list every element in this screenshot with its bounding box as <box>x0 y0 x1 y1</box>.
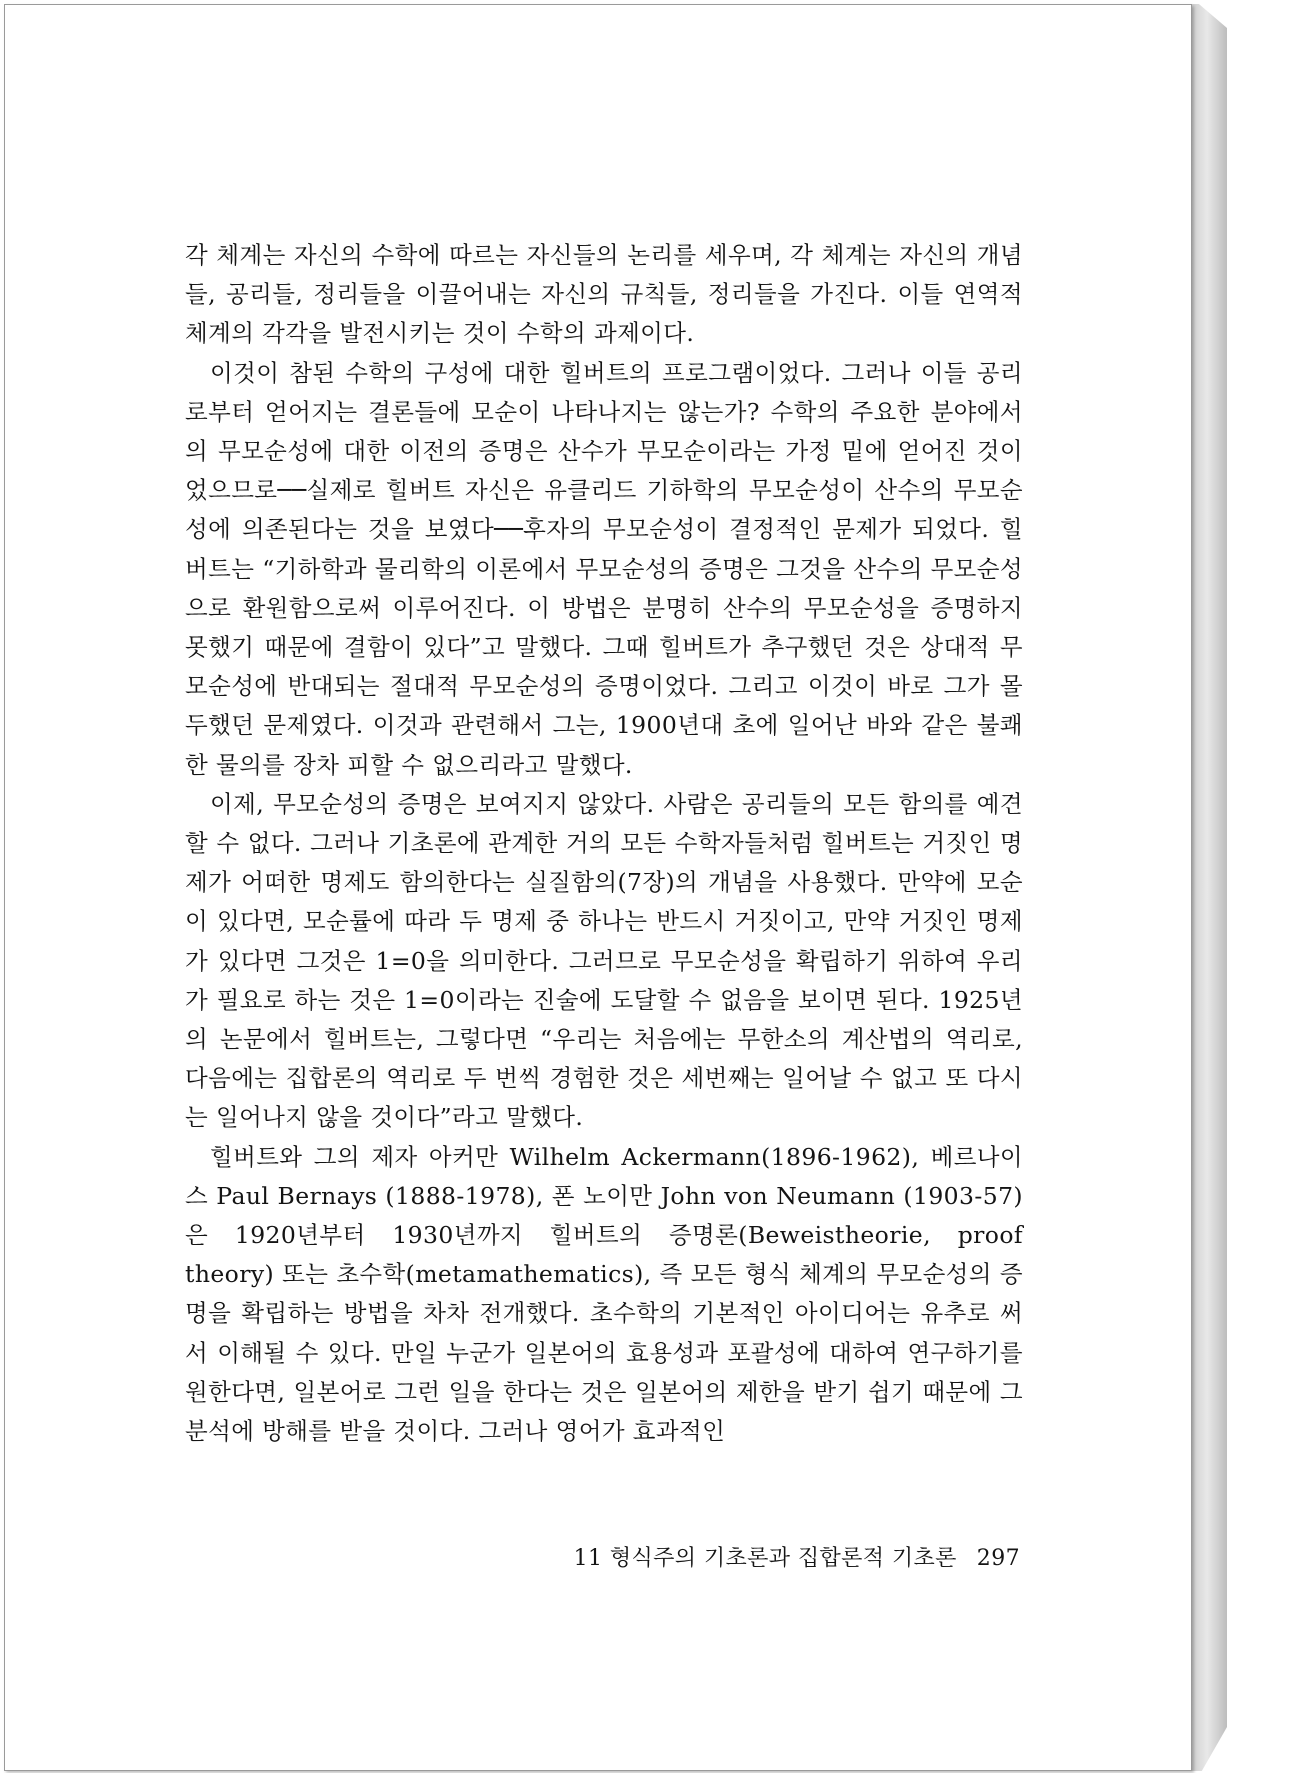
paragraph-3: 이제, 무모순성의 증명은 보여지지 않았다. 사람은 공리들의 모든 함의를 예견할 수 없다. 그러나 기초론에 관계한 거의 모든 수학자들처럼 힐버트는 거짓인 명제가 어떠한 명제도 함의한다는 실질함의(7장)의 개념을 사용했다. 만약에 모순이 있다면, 모순률에 따라 두 명제 중 하나는 반드시 거짓이고, 만약 거짓인 명제가 있다면 그것은 1=0을 의미한다. 그러므로 무모순성을 확립하기 위하여 우리가 필요로 하는 것은 1=0이라는 진술에 도달할 수 없음을 보이면 된다. 1925년의 논문에서 힐버트는, 그렇다면 “우리는 처음에는 무한소의 계산법의 역리로, 다음에는 집합론의 역리로 두 번씩 경험한 것은 세번째는 일어날 수 없고 또 다시는 일어나지 않을 것이다”라고 말했다. <box>185 789 1023 1132</box>
page-footer <box>500 1541 1020 1572</box>
paragraph-2: 이것이 참된 수학의 구성에 대한 힐버트의 프로그램이었다. 그러나 이들 공리로부터 얻어지는 결론들에 모순이 나타나지는 않는가? 수학의 주요한 분야에서의 무모순성에 대한 이전의 증명은 산수가 무모순이라는 가정 밑에 얻어진 것이었으므로──실제로 힐버트 자신은 유클리드 기하학의 무모순성이 산수의 무모순성에 의존된다는 것을 보였다──후자의 무모순성이 결정적인 문제가 되었다. 힐버트는 “기하학과 물리학의 이론에서 무모순성의 증명은 그것을 산수의 무모순성으로 환원함으로써 이루어진다. 이 방법은 분명히 산수의 무모순성을 증명하지 못했기 때문에 결함이 있다”고 말했다. 그때 힐버트가 추구했던 것은 상대적 무모순성에 반대되는 절대적 무모순성의 증명이었다. 그리고 이것이 바로 그가 몰두했던 문제였다. 이것과 관련해서 그는, 1900년대 초에 일어난 바와 같은 불쾌한 물의를 장차 피할 수 없으리라고 말했다. <box>185 358 1023 779</box>
body-text <box>185 236 1023 1451</box>
page-edge <box>1191 4 1227 1771</box>
paragraph-1: 각 체계는 자신의 수학에 따르는 자신들의 논리를 세우며, 각 체계는 자신의 개념들, 공리들, 정리들을 이끌어내는 자신의 규칙들, 정리들을 가진다. 이들 연역적 체계의 각각을 발전시키는 것이 수학의 과제이다. <box>185 241 1023 348</box>
page-number: 297 <box>976 1546 1020 1571</box>
paragraph-4: 힐버트와 그의 제자 아커만 Wilhelm Ackermann(1896-1962), 베르나이스 Paul Bernays (1888-1978), 폰 노이만 John von Neumann (1903-57)은 1920년부터 1930년까지 힐버트의 증명론(Beweistheorie, proof theory) 또는 초수학(metamathematics), 즉 모든 형식 체계의 무모순성의 증명을 확립하는 방법을 차차 전개했다. 초수학의 기본적인 아이디어는 유추로 써서 이해될 수 있다. 만일 누군가 일본어의 효용성과 포괄성에 대하여 연구하기를 원한다면, 일본어로 그런 일을 한다는 것은 일본어의 제한을 받기 쉽기 때문에 그 분석에 방해를 받을 것이다. 그러나 영어가 효과적인 <box>185 1142 1023 1446</box>
running-head: 11 형식주의 기초론과 집합론적 기초론 <box>573 1546 957 1571</box>
